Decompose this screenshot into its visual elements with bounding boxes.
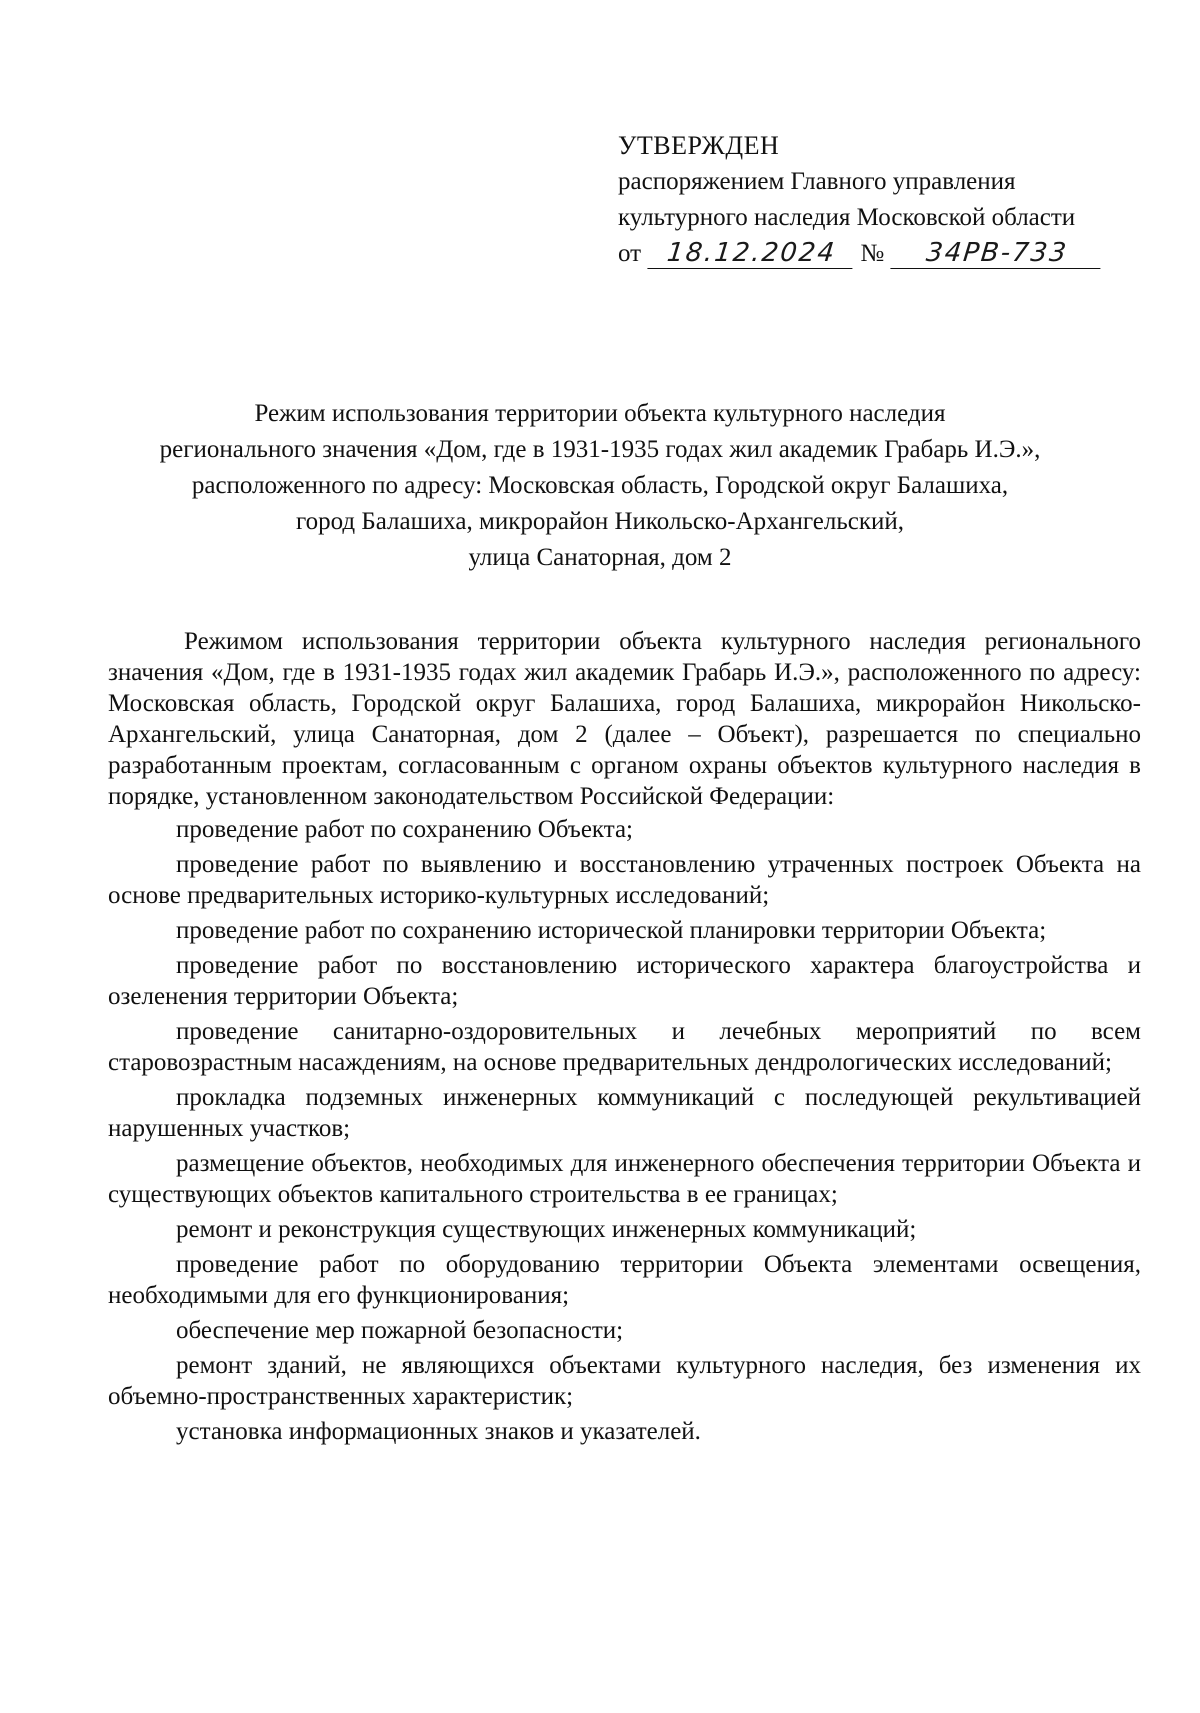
- list-item: обеспечение мер пожарной безопасности;: [176, 1317, 624, 1344]
- title-line-3: расположенного по адресу: Московская область, Городской округ Балашиха,: [191, 472, 1009, 499]
- approval-line-1: распоряжением Главного управления: [618, 168, 1016, 195]
- list-item: проведение работ по сохранению исторической планировки территории Объекта;: [176, 917, 1047, 944]
- list-item: проведение работ по оборудованию территории Объекта элементами освещения, необходимыми для его функционирования;: [108, 1251, 1141, 1309]
- list-item: ремонт и реконструкция существующих инженерных коммуникаций;: [176, 1216, 917, 1243]
- title-line-5: улица Санаторная, дом 2: [468, 544, 732, 571]
- intro-paragraph: Режимом использования территории объекта культурного наследия регионального значения «Дом, где в 1931-1935 годах жил академик Грабарь И.Э.», расположенного по адресу: Московская область, Городской округ Балашиха, город Балашиха, микрорайон Никольско-Архангельский, улица Санаторная, дом 2 (далее – Объект), разрешается по специально разработанным проектам, согласованным с органом охраны объектов культурного наследия в порядке, установленном законодательством Российской Федерации:: [108, 628, 1141, 810]
- number-label: №: [860, 240, 885, 267]
- title-line-2: регионального значения «Дом, где в 1931-1935 годах жил академик Грабарь И.Э.»,: [159, 436, 1041, 463]
- list-item: проведение работ по восстановлению исторического характера благоустройства и озеленения территории Объекта;: [108, 952, 1141, 1010]
- list-item: проведение работ по сохранению Объекта;: [176, 816, 634, 843]
- approval-stamp-block: [618, 128, 1138, 272]
- approval-date-number-line: [618, 236, 1138, 272]
- list-item: размещение объектов, необходимых для инженерного обеспечения территории Объекта и существующих объектов капитального строительства в ее границах;: [108, 1150, 1141, 1208]
- list-item: ремонт зданий, не являющихся объектами культурного наследия, без изменения их объемно-пространственных характеристик;: [108, 1352, 1141, 1410]
- from-label: от: [618, 240, 642, 267]
- list-item: прокладка подземных инженерных коммуникаций с последующей рекультивацией нарушенных участков;: [108, 1084, 1141, 1142]
- title-line-1: Режим использования территории объекта культурного наследия: [254, 400, 946, 427]
- document-body: [108, 626, 1141, 1451]
- list-item: проведение работ по выявлению и восстановлению утраченных построек Объекта на основе предварительных историко-культурных исследований;: [108, 851, 1141, 909]
- handwritten-date: 18.12.2024: [647, 238, 855, 269]
- title-line-4: город Балашиха, микрорайон Никольско-Архангельский,: [296, 508, 904, 535]
- handwritten-number: 34РВ-733: [891, 238, 1104, 269]
- approval-line-2: культурного наследия Московской области: [618, 204, 1076, 231]
- list-item: установка информационных знаков и указателей.: [176, 1418, 701, 1445]
- document-title: [100, 396, 1100, 576]
- approval-title: УТВЕРЖДЕН: [618, 131, 780, 160]
- list-item: проведение санитарно-оздоровительных и лечебных мероприятий по всем старовозрастным насаждениям, на основе предварительных дендрологических исследований;: [108, 1018, 1141, 1076]
